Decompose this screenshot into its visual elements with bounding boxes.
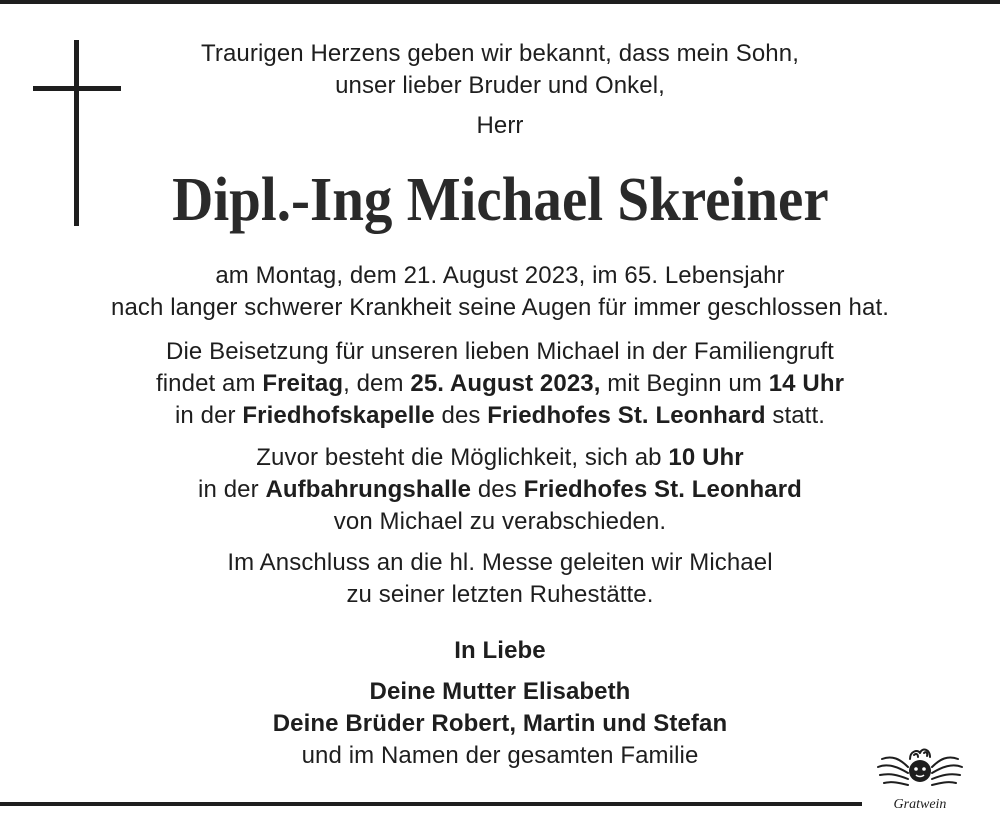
deceased-name: Dipl.-Ing Michael Skreiner — [172, 166, 829, 234]
signoff-brothers: Deine Brüder Robert, Martin und Stefan — [272, 710, 728, 737]
signoff-mother: Deine Mutter Elisabeth — [369, 678, 631, 705]
viewing-line-3: von Michael zu verabschieden. — [333, 508, 667, 535]
burial-line-1: Die Beisetzung für unseren lieben Michael in der Familiengruft — [166, 338, 834, 365]
mass-line-1: Im Anschluss an die hl. Messe geleiten wir Michael — [227, 549, 773, 576]
salutation: Herr — [476, 112, 524, 139]
logo-text: Gratwein — [893, 797, 947, 812]
intro-line-2: unser lieber Bruder und Onkel, — [335, 72, 665, 99]
signoff-heading: In Liebe — [454, 637, 546, 664]
intro-line-1: Traurigen Herzens geben wir bekannt, dass mein Sohn, — [201, 40, 799, 67]
top-border — [0, 0, 1000, 4]
angel-icon — [874, 745, 966, 795]
burial-line-2: findet am Freitag, dem 25. August 2023, mit Beginn um 14 Uhr — [155, 370, 845, 397]
bottom-border — [0, 802, 862, 806]
signoff-family: und im Namen der gesamten Familie — [301, 742, 699, 769]
burial-line-3: in der Friedhofskapelle des Friedhofes St. Leonhard statt. — [175, 402, 825, 429]
viewing-line-2: in der Aufbahrungshalle des Friedhofes St. Leonhard — [198, 476, 802, 503]
mass-line-2: zu seiner letzten Ruhestätte. — [346, 581, 654, 608]
death-line-2: nach langer schwerer Krankheit seine Augen für immer geschlossen hat. — [111, 294, 889, 321]
gratwein-logo — [868, 745, 972, 815]
viewing-line-1: Zuvor besteht die Möglichkeit, sich ab 10 Uhr — [256, 444, 744, 471]
death-line-1: am Montag, dem 21. August 2023, im 65. Lebensjahr — [215, 262, 785, 289]
